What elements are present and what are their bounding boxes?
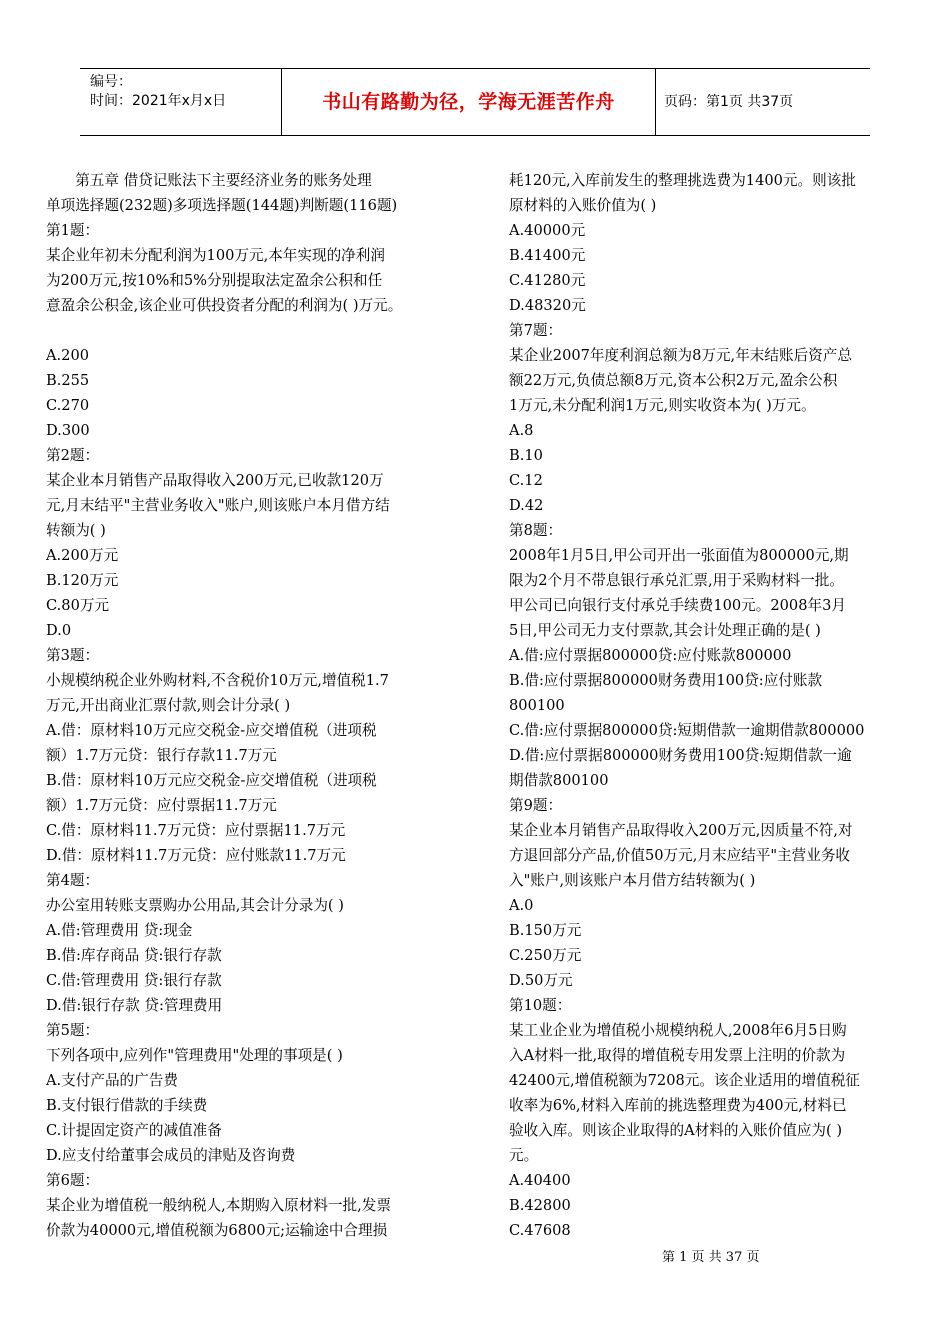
document-time-label: 时间：2021年x月x日 (90, 93, 227, 109)
text-line: 小规模纳税企业外购材料,不含税价10万元,增值税1.7 (46, 672, 389, 689)
text-line: A.借:管理费用 贷:现金 (46, 922, 193, 939)
text-line: D.借:银行存款 贷:管理费用 (46, 997, 223, 1014)
text-line: B.10 (509, 447, 543, 464)
text-line: 第8题： (509, 522, 563, 539)
text-line: C.41280元 (509, 272, 586, 289)
text-line: 第3题： (46, 647, 100, 664)
text-line: B.255 (46, 372, 90, 389)
text-line: B.120万元 (46, 572, 119, 589)
text-line: 价款为40000元,增值税额为6800元;运输途中合理损 (46, 1222, 388, 1239)
text-line: 第2题： (46, 447, 100, 464)
text-line: 5日,甲公司无力支付票款,其会计处理正确的是( ) (509, 622, 821, 639)
text-line: D.48320元 (509, 297, 586, 314)
text-line: 转额为( ) (46, 522, 106, 539)
text-line: 某企业为增值税一般纳税人,本期购入原材料一批,发票 (46, 1197, 391, 1214)
text-line: 办公室用转账支票购办公用品,其会计分录为( ) (46, 897, 344, 914)
text-line: 某企业2007年度利润总额为8万元,年末结账后资产总 (509, 347, 852, 364)
text-line: C.借:应付票据800000贷:短期借款一逾期借款800000 (509, 722, 865, 739)
text-line: A.借:应付票据800000贷:应付账款800000 (509, 647, 792, 664)
header-meta (80, 69, 282, 135)
text-line: C.计提固定资产的减值准备 (46, 1122, 222, 1139)
text-line: A.40400 (509, 1172, 571, 1189)
text-line: D.300 (46, 422, 90, 439)
text-line: D.借:应付票据800000财务费用100贷:短期借款一逾 (509, 747, 852, 764)
text-line: 第9题： (509, 797, 563, 814)
text-line: A.8 (509, 422, 534, 439)
text-line: 第1题： (46, 222, 100, 239)
right-text-column (509, 168, 907, 1243)
left-text-column (46, 168, 456, 1243)
text-line: B.41400元 (509, 247, 586, 264)
text-line: 第五章 借贷记账法下主要经济业务的账务处理 (46, 172, 372, 189)
text-line: A.200 (46, 347, 90, 364)
text-line: 2008年1月5日,甲公司开出一张面值为800000元,期 (509, 547, 849, 564)
header-page-number: 页码：第1页 共37页 (664, 94, 794, 110)
text-line: B.借:应付票据800000财务费用100贷:应付账款 (509, 672, 823, 689)
text-line: 第4题： (46, 872, 100, 889)
text-line: 800100 (509, 697, 565, 714)
text-line: C.80万元 (46, 597, 110, 614)
text-line: 42400元,增值税额为7208元。该企业适用的增值税征 (509, 1072, 860, 1089)
text-line: A.0 (509, 897, 534, 914)
text-line: 入A材料一批,取得的增值税专用发票上注明的价款为 (509, 1047, 846, 1064)
text-line: 验收入库。则该企业取得的A材料的入账价值应为( ) (509, 1122, 843, 1139)
text-line: 耗120元,入库前发生的整理挑选费为1400元。则该批 (509, 172, 856, 189)
text-line: 方退回部分产品,价值50万元,月末应结平"主营业务收 (509, 847, 851, 864)
text-line: 为200万元,按10%和5%分别提取法定盈余公积和任 (46, 272, 383, 289)
text-line (46, 318, 456, 343)
text-line: 意盈余公积金,该企业可供投资者分配的利润为( )万元。 (46, 297, 403, 314)
text-line: 额22万元,负债总额8万元,资本公积2万元,盈余公积 (509, 372, 838, 389)
text-line: 元。 (509, 1147, 539, 1164)
text-line: 下列各项中,应列作"管理费用"处理的事项是( ) (46, 1047, 343, 1064)
text-line: 第7题： (509, 322, 563, 339)
text-line: D.42 (509, 497, 544, 514)
text-line: A.借：原材料10万元应交税金-应交增值税（进项税 (46, 722, 377, 739)
text-line: 某企业年初未分配利润为100万元,本年实现的净利润 (46, 247, 385, 264)
text-line: 1万元,未分配利润1万元,则实收资本为( )万元。 (509, 397, 816, 414)
text-line: D.应支付给董事会成员的津贴及咨询费 (46, 1147, 296, 1164)
text-line: 甲公司已向银行支付承兑手续费100元。2008年3月 (509, 597, 846, 614)
text-line: 某企业本月销售产品取得收入200万元,因质量不符,对 (509, 822, 853, 839)
text-line: B.借:库存商品 贷:银行存款 (46, 947, 222, 964)
text-line: 某工业企业为增值税小规模纳税人,2008年6月5日购 (509, 1022, 847, 1039)
text-line: 额）1.7万元贷：应付票据11.7万元 (46, 797, 277, 814)
text-line: C.借:管理费用 贷:银行存款 (46, 972, 222, 989)
text-line: 元,月末结平"主营业务收入"账户,则该账户本月借方结 (46, 497, 390, 514)
text-line: C.借：原材料11.7万元贷：应付票据11.7万元 (46, 822, 346, 839)
text-line: C.250万元 (509, 947, 582, 964)
text-line: C.47608 (509, 1222, 571, 1239)
footer-page-number: 第 1 页 共 37 页 (662, 1250, 760, 1265)
text-line: 入"账户,则该账户本月借方结转额为( ) (509, 872, 756, 889)
text-line: 万元,开出商业汇票付款,则会计分录( ) (46, 697, 291, 714)
text-line: A.支付产品的广告费 (46, 1072, 178, 1089)
text-line: 第6题： (46, 1172, 100, 1189)
text-line: 限为2个月不带息银行承兑汇票,用于采购材料一批。 (509, 572, 844, 589)
text-line: 第10题： (509, 997, 572, 1014)
text-line: 期借款800100 (509, 772, 609, 789)
text-line: 单项选择题(232题)多项选择题(144题)判断题(116题) (46, 197, 398, 214)
text-line: B.借：原材料10万元应交税金-应交增值税（进项税 (46, 772, 377, 789)
text-line: C.270 (46, 397, 90, 414)
text-line: D.借：原材料11.7万元贷：应付账款11.7万元 (46, 847, 346, 864)
text-line: B.42800 (509, 1197, 571, 1214)
document-number-label: 编号： (90, 74, 132, 90)
header-motto: 书山有路勤为径，学海无涯苦作舟 (282, 69, 656, 135)
page-header (80, 68, 870, 136)
text-line: D.50万元 (509, 972, 573, 989)
text-line: 某企业本月销售产品取得收入200万元,已收款120万 (46, 472, 384, 489)
text-line: A.40000元 (509, 222, 586, 239)
text-line: C.12 (509, 472, 543, 489)
text-line: 额）1.7万元贷：银行存款11.7万元 (46, 747, 277, 764)
text-line: B.150万元 (509, 922, 582, 939)
text-line: D.0 (46, 622, 72, 639)
text-line: 原材料的入账价值为( ) (509, 197, 657, 214)
text-line: 第5题： (46, 1022, 100, 1039)
text-line: A.200万元 (46, 547, 119, 564)
text-line: B.支付银行借款的手续费 (46, 1097, 208, 1114)
text-line: 收率为6%,材料入库前的挑选整理费为400元,材料已 (509, 1097, 847, 1114)
